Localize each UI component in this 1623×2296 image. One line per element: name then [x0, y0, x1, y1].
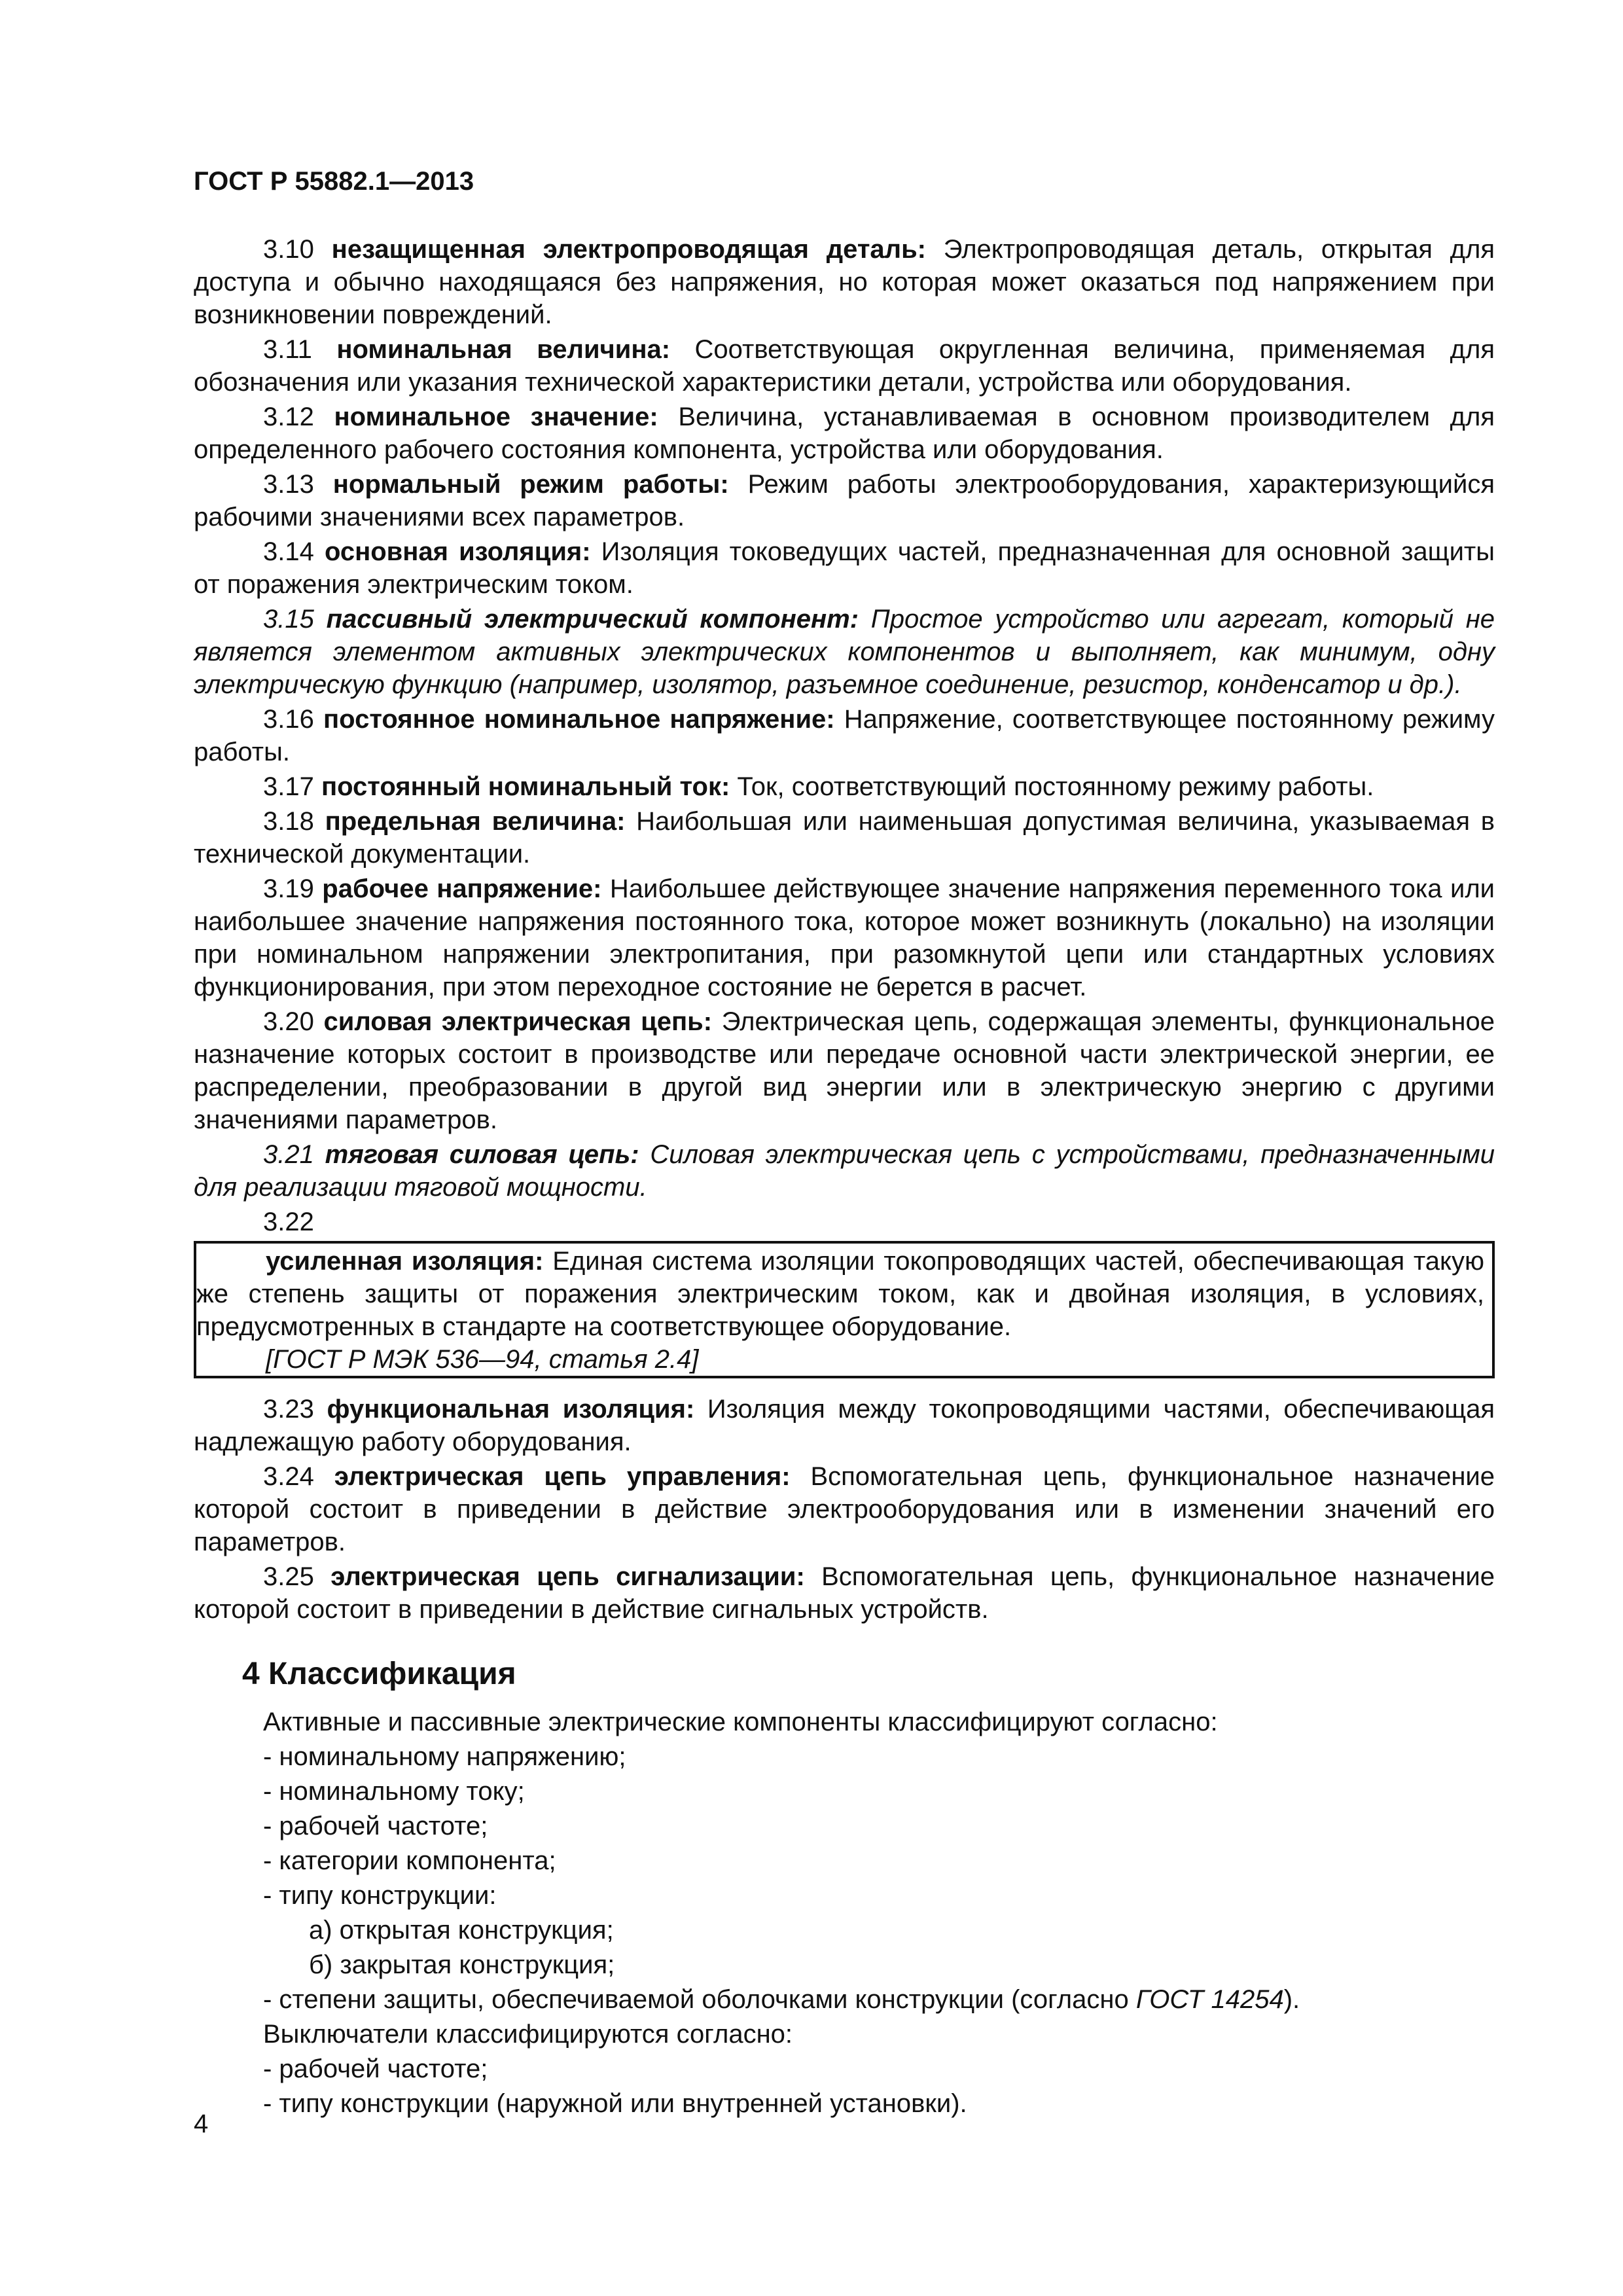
list-subitem: а) открытая конструкция; — [309, 1916, 614, 1945]
term-3-11: 3.11 номинальная величина: Соответствующая округленная величина, применяемая для обозначения или указания технической характеристики детали, устройства или оборудования. — [194, 335, 1495, 397]
boxed-source-reference: [ГОСТ Р МЭК 536—94, статья 2.4] — [266, 1345, 699, 1374]
list-item-protection: - степени защиты, обеспечиваемой оболочками конструкции (согласно ГОСТ 14254). — [263, 1985, 1300, 2014]
term-3-14: 3.14 основная изоляция: Изоляция токоведущих частей, предназначенная для основной защиты от поражения электрическим током. — [194, 537, 1495, 599]
page-number: 4 — [194, 2109, 209, 2138]
term-3-19: 3.19 рабочее напряжение: Наибольшее действующее значение напряжения переменного тока или наибольшее значение напряжения постоянного тока, которое может возникнуть (локально) на изоляции при номинальном напряжении электропитания, при разомкнутой цепи или стандартных условиях функционирования, при этом переходное состояние не берется в расчет. — [194, 874, 1495, 1001]
term-3-13: 3.13 нормальный режим работы: Режим работы электрооборудования, характеризующийся рабочими значениями всех параметров. — [194, 470, 1495, 531]
list-item: - типу конструкции (наружной или внутренней установки). — [263, 2089, 967, 2118]
list-item: - категории компонента; — [263, 1846, 556, 1875]
term-3-10: 3.10 незащищенная электропроводящая деталь: Электропроводящая деталь, открытая для доступа и обычно находящаяся без напряжения, но которая может оказаться под напряжением при возникновении повреждений. — [194, 235, 1495, 329]
term-3-12: 3.12 номинальное значение: Величина, устанавливаемая в основном производителем для определенного рабочего состояния компонента, устройства или оборудования. — [194, 403, 1495, 464]
list-item: - рабочей частоте; — [263, 2054, 488, 2083]
term-3-20: 3.20 силовая электрическая цепь: Электрическая цепь, содержащая элементы, функциональное назначение которых состоит в производстве или передаче основной части электрической энергии, ее распределении, преобразовании в другой вид энергии или в электрическую энергию с другими значениями параметров. — [194, 1007, 1495, 1134]
boxed-term: усиленная изоляция: — [266, 1247, 544, 1276]
list-item: - номинальному току; — [263, 1777, 525, 1806]
term-3-24: 3.24 электрическая цепь управления: Вспомогательная цепь, функциональное назначение которой состоит в приведении в действие электрооборудования или в изменении значений его параметров. — [194, 1462, 1495, 1556]
classification-list — [194, 1706, 1495, 2120]
term-3-16: 3.16 постоянное номинальное напряжение: Напряжение, соответствующее постоянному режиму работы. — [194, 705, 1495, 766]
term-3-25: 3.25 электрическая цепь сигнализации: Вспомогательная цепь, функциональное назначение которой состоит в приведении в действие сигнальных устройств. — [194, 1562, 1495, 1624]
document-body — [194, 233, 1495, 2122]
boxed-definition — [194, 1241, 1495, 1378]
term-3-15: 3.15 пассивный электрический компонент: Простое устройство или агрегат, который не является элементом активных электрических компонентов и выполняет, как минимум, одну электрическую функцию (например, изолятор, разъемное соединение, резистор, конденсатор и др.). — [194, 605, 1495, 699]
switches-intro: Выключатели классифицируются согласно: — [263, 2020, 793, 2049]
term-3-23: 3.23 функциональная изоляция: Изоляция между токопроводящими частями, обеспечивающая надлежащую работу оборудования. — [194, 1395, 1495, 1456]
term-3-21: 3.21 тяговая силовая цепь: Силовая электрическая цепь с устройствами, предназначенными для реализации тяговой мощности. — [194, 1140, 1495, 1202]
list-item: - рабочей частоте; — [263, 1812, 488, 1840]
term-3-17: 3.17 постоянный номинальный ток: Ток, соответствующий постоянному режиму работы. — [263, 772, 1374, 801]
term-3-22-number: 3.22 — [263, 1208, 314, 1236]
document-header: ГОСТ Р 55882.1—2013 — [194, 167, 474, 196]
list-subitem: б) закрытая конструкция; — [309, 1950, 615, 1979]
section-heading: 4 Классификация — [242, 1657, 516, 1691]
list-intro: Активные и пассивные электрические компоненты классифицируют согласно: — [263, 1708, 1218, 1736]
term-3-18: 3.18 предельная величина: Наибольшая или наименьшая допустимая величина, указываемая в технической документации. — [194, 807, 1495, 869]
list-item: - номинальному напряжению; — [263, 1742, 626, 1771]
list-item: - типу конструкции: — [263, 1881, 497, 1910]
boxed-definition-text: Единая система изоляции токопроводящих частей, обеспечивающая такую же степень защиты от поражения электрическим током, как и двойная изоляция, в условиях, предусмотренных в стандарте на соответствующее оборудование. — [196, 1247, 1484, 1341]
